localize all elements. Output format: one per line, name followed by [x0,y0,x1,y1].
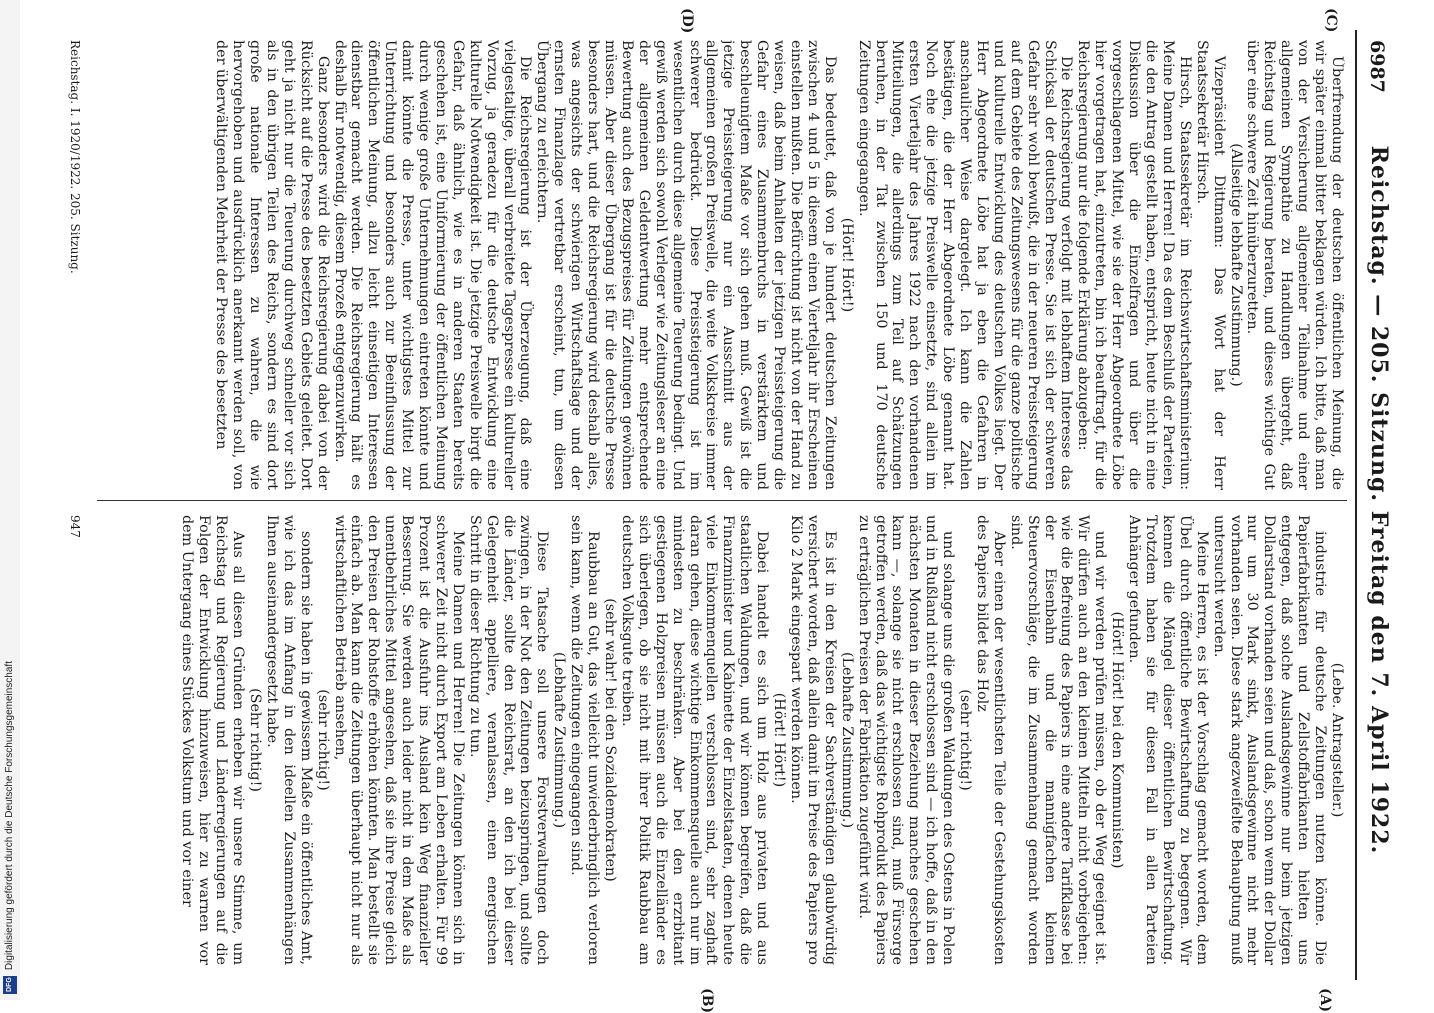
paragraph: sondern sie haben in gewissem Maße ein öffentliches Amt, wie ich das im Anfang in den ideellen Zusammenhängen Ihnen auseinandergesetzt habe. [263,515,314,965]
paragraph: Ganz besonders wird die Reichsregierung dabei von der Rücksicht auf die Presse des besetzten Gebiets geleitet. Dort geht ja nicht nur die Teuerung durchweg schneller vor sich als in den übrigen Teilen des Reichs, sondern es sind dort große nationale Interessen zu wahren, die wie hervorgehoben und ausdrücklich anerkannt werden soll, von der überwältigenden Mehrheit der Presse des besetzten [213,40,331,490]
paragraph: Die Reichsregierung verfolgt mit lebhaftem Interesse das Schicksal der deutschen Presse. Sie ist sich der schweren Gefahr sehr wohl bewußt, die in der neueren Preissteigerung auf dem Gebiete des Zeitungswesens für die ganze politische und kulturelle Entwicklung des deutschen Volkes liegt. Der Herr Abgeordnete Löbe hat ja eben die Gefahren in anschaulicher Weise dargelegt. Ich kann die Zahlen bestätigen, die der Herr Abgeordnete Löbe genannt hat. Noch ehe die jetzige Preiswelle einsetzte, sind allein im ersten Vierteljahr des Jahres 1922 nach den vorhandenen Mitteilungen, die allerdings zum Teil auf Schätzungen beruhen, in der Tat zwischen 150 und 170 deutsche Zeitungen eingegangen. [855,40,1075,490]
interjection: (Lebhafte Zustimmung.) [551,651,568,829]
paragraph: Aus all diesen Gründen erheben wir unsere Stimme, um Reichstag und Regierung und Länderregierungen auf die Folgen der Entwicklung hinzuweisen, hier zu warnen vor dem Untergang eines Stückes Volkstum und vor einer [179,515,247,965]
text-column-left [95,40,1345,490]
paragraph: Überfremdung der deutschen öffentlichen Meinung, die wir später einmal bitter beklagen würden. Ich bitte, daß man von der Versicherung allgemeiner Teilnahme und einer allgemeinen Sympathie zu Handlungen übergeht, daß Reichstag und Regierung beraten, und dieses wichtige Gut über eine schwere Zeit hinüberzuretten. [1244,40,1345,490]
interjection: (Hört! Hört! bei den Kommunisten) [1109,611,1126,869]
dfg-logo: DFG [3,976,17,994]
paragraph: Vizepräsident Dittmann: Das Wort hat der Herr Staatssekretär Hirsch. [1193,40,1227,490]
paragraph: Dabei handelt es sich um Holz aus privaten und aus staatlichen Waldungen, und wir können begreifen, daß die Finanzminister und Kabinette der Einzelstaaten, denen heute viele Einkommenquellen verschlossen sind, sehr zaghaft daran gehen, diese wichtige Einkommensquelle auch nur im mindesten zu beschränken. Aber bei den erzrbitant gestiegenen Holzpreisen müssen auch die Einzelländer es sich überlegen, ob sie nicht mit ihrer Politik Raubbau am deutschen Volksgute treiben. [618,515,771,965]
paragraph: Das bedeutet, daß von je hundert deutschen Zeitungen zwischen 4 und 5 in diesem einen Vierteljahr ihr Erscheinen einstellen mußten. Die Befürchtung ist nicht von der Hand zu weisen, daß beim Anhalten der jetzigen Preissteigerung die Gefahr eines Zusammenbruchs in verstärktem und beschleunigtem Maße vor sich gehen muß. Gewiß ist die jetzige Preissteigerung nur ein Ausschnitt aus der allgemeinen großen Preiswelle, die weite Volkskreise immer schwerer bedrückt. Diese Preissteigerung ist im wesentlichen durch diese allgemeine Teuerung bedingt. Und gewiß werden sich sowohl Verleger wie Zeitungsleser an eine der allgemeinen Geldentwertung mehr entsprechende Bewertung auch des Bezugspreises für Zeitungen gewöhnen müssen. Aber dieser Übergang ist für die deutsche Presse besonders hart, und die Reichsregierung wird deshalb alles, was angesichts der schwierigen Wirtschaftslage und der ernsten Finanzlage vertretbar erscheint, tun, um diesen Übergang zu erleichtern. [534,40,838,490]
paragraph: und solange uns die großen Waldungen des Ostens in Polen und in Rußland nicht erschlossen sind — ich hoffe, daß in den nächsten Monaten in dieser Beziehung manches geschehen kann —, solange sie nicht erschlossen sind, muß Fürsorge getroffen werden, daß das wichtigste Rohprodukt des Papiers zu erträglichen Preisen der Fabrikation zugeführt wird. [855,515,957,965]
interjection: (Lebe. Antragsteller.) [1329,662,1345,818]
margin-marker-c: (C) [1323,8,1339,33]
paragraph: Meine Damen und Herren! Die Zeitungen können sich in schwerer Zeit nicht durch Export am Leben erhalten. Für 99 Prozent ist die Ausfuhr ins Ausland kein Weg finanzieller Besserung. Sie werden auch leider nicht in dem Maße als unentbehrliches Mittel angesehen, daß sie ihre Preise gleich den Preisen der Rohstoffe erhöhen könnten. Man bestellt sie einfach ab. Man kann die Zeitungen überhaupt nicht nur als wirtschaftlichen Betrieb ansehen, [331,515,466,965]
interjection: (sehr wahr! bei den Sozialdemokraten) [602,598,619,882]
interjection: (Allseitige lebhafte Zustimmung.) [1227,143,1244,387]
paragraph: und wir werden prüfen müssen, ob der Weg geeignet ist. Wir dürfen auch an den kleinen Mitteln nicht vorbeigehen: wie die Befreiung des Papiers in eine andere Tarifklasse bei der Eisenbahn und die mannigfachen kleinen Steuervorschläge, die im Zusammenhang gemacht worden sind. [1007,515,1109,965]
margin-marker-b: (B) [699,988,715,1013]
interjection: (sehr richtig!) [314,689,331,791]
digitization-credit-strip [0,0,20,1000]
footer-citation: Reichstag. I. 1920/1922. 205. Sitzung. [68,40,82,274]
interjection: (Sehr richtig!) [247,688,263,792]
text-column-right [95,515,1345,965]
paragraph: Diese Tatsache soll unsere Forstverwaltungen doch zwingen, in der Not den Zeitungen beizuspringen, und sollte die Länder, sollte den Reichsrat, an den ich bei dieser Gelegenheit appelliere, veranlassen, einen energischen Schritt in dieser Richtung zu tun. [466,515,551,965]
interjection: (Lebhafte Zustimmung.) [838,651,855,829]
margin-marker-d: (D) [679,8,695,34]
interjection: (Hört! Hört!) [838,217,855,313]
paragraph: Raubbau an Gut, das vielleicht unwiederbringlich verloren sein kann, wenn die Zeitungen eingegangen sind. [568,515,602,965]
footer-page-number: 947 [68,515,82,538]
paragraph: Hirsch, Staatssekretär im Reichswirtschaftsministerium: Meine Damen und Herren! Da es dem Beschluß der Parteien, die den Antrag gestellt haben, entspricht, heute nicht in eine Diskussion über die Einzelfragen und über die vorgeschlagenen Mittel, wie sie der Herr Abgeordnete Löbe hier vorgetragen hat, einzutreten, bin ich beauftragt, für die Reichsregierung nur die folgende Erklärung abzugeben: [1075,40,1193,490]
paragraph: industrie für deutsche Zeitungen nutzen könne. Die Papierfabrikanten und Zellstoffabrikanten hielten uns entgegen, daß solche Auslandsgewinne nur beim jetzigen Dollarstand vorhanden seien und daß, schon wenn der Dollar nur um 30 Mark sinkt, Auslandsgewinne nicht mehr vorhanden seien. Diese stark angezweifelte Behauptung muß untersucht werden. [1210,515,1329,965]
margin-marker-a: (A) [1317,988,1333,1013]
page-title: Reichstag. — 205. Sitzung. Freitag den 7. April 1922. [1366,145,1392,855]
header-rule [1355,30,1357,980]
column-divider [97,500,1347,501]
interjection: (Hört! Hört!) [771,692,788,788]
scanned-page [35,0,1395,1013]
digitization-credit-text: Digitalisierung gefördert durch die Deutsche Forschungsgemeinschaft [4,660,15,970]
paragraph: Die Reichsregierung ist der Überzeugung, daß eine vielgestaltige, überall verbreitete Tagespresse ein kultureller Vorzug, ja geradezu für die deutsche Entwicklung eine kulturelle Notwendigkeit ist. Die jetzige Preiswelle birgt die Gefahr, daß ähnlich, wie es in anderen Staaten bereits geschehen ist, eine Uniformierung der öffentlichen Meinung durch wenige große Unternehmungen eintreten könnte und damit könnte die Presse, unter wichtigstes Mittel zur Unterrichtung und besonders auch zur Beeinflussung der öffentlichen Meinung, allzu leicht einseitigen Interessen dienstbar gemacht werden. Die Reichsregierung hält es deshalb für notwendig, diesem Prozeß entgegenzuwirken. [331,40,534,490]
paragraph: Aber einen der wesentlichsten Teile der Gestehungskosten des Papiers bildet das Holz [973,515,1007,965]
page-number: 6987 [1366,40,1388,93]
paragraph: Meine Herren, es ist der Vorschlag gemacht worden, dem Übel durch öffentliche Bewirtschaftung zu begegnen. Wir kennen die Mängel dieser öffentlichen Bewirtschaftung. Trotzdem haben sie für diesen Fall in allen Parteien Anhänger gefunden. [1126,515,1210,965]
interjection: (sehr richtig!) [957,689,974,791]
paragraph: Es ist in den Kreisen der Sachverständigen glaubwürdig versichert worden, daß allein damit im Preise des Papiers pro Kilo 2 Mark eingespart werden können. [788,515,838,965]
